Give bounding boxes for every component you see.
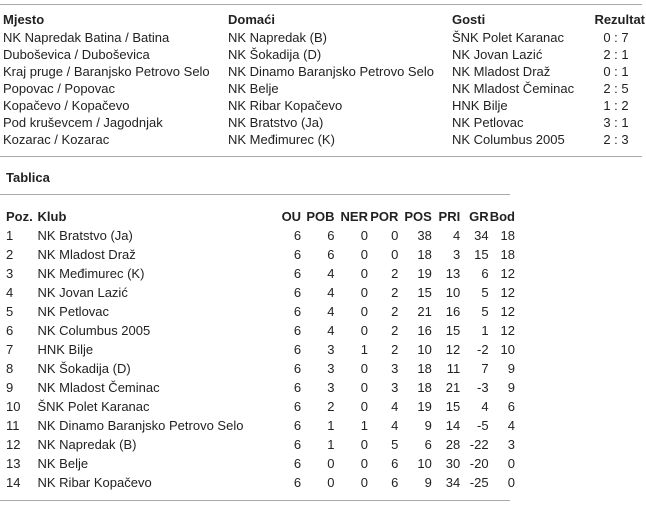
- club-name: NK Petlovac: [37, 304, 110, 319]
- club-name: NK Međimurec (K): [37, 266, 145, 281]
- points: 0: [507, 475, 515, 490]
- club-name: NK Mladost Čeminac: [37, 380, 160, 395]
- match-score: 2 : 5: [603, 81, 629, 96]
- col-header-por: POR: [370, 209, 399, 224]
- result-row: [0, 80, 646, 97]
- played: 6: [293, 342, 302, 357]
- club-name: ŠNK Polet Karanac: [37, 399, 150, 414]
- result-row: [0, 46, 646, 63]
- points: 4: [507, 418, 515, 433]
- away-team: NK Jovan Lazić: [452, 47, 543, 62]
- wins: 0: [327, 475, 335, 490]
- goal-difference: 7: [481, 361, 489, 376]
- goal-difference: 1: [481, 323, 489, 338]
- col-header-bod: Bod: [489, 209, 515, 224]
- goal-difference: -5: [477, 418, 489, 433]
- points: 12: [500, 304, 515, 319]
- goals-for: 9: [424, 475, 432, 490]
- goals-for: 21: [417, 304, 432, 319]
- losses: 2: [391, 342, 399, 357]
- col-header-pri: PRI: [438, 209, 461, 224]
- goal-difference: -3: [477, 380, 489, 395]
- points: 9: [507, 380, 515, 395]
- position: 13: [6, 456, 21, 471]
- away-team: HNK Bilje: [452, 98, 508, 113]
- played: 6: [293, 456, 302, 471]
- played: 6: [293, 285, 302, 300]
- played: 6: [293, 323, 302, 338]
- col-header-result: Rezultat: [594, 12, 645, 27]
- losses: 6: [391, 475, 399, 490]
- goals-against: 16: [445, 304, 461, 319]
- goals-for: 16: [417, 323, 432, 338]
- standings-row: [0, 283, 515, 302]
- draws: 0: [360, 361, 368, 376]
- played: 6: [293, 304, 302, 319]
- losses: 4: [391, 399, 399, 414]
- position: 4: [6, 285, 14, 300]
- col-header-pob: POB: [306, 209, 335, 224]
- club-name: NK Mladost Draž: [37, 247, 136, 262]
- result-row: [0, 131, 646, 148]
- draws: 0: [360, 228, 368, 243]
- standings-row: [0, 340, 515, 359]
- match-score: 2 : 1: [603, 47, 629, 62]
- wins: 3: [327, 380, 335, 395]
- position: 1: [6, 228, 14, 243]
- col-header-gr: GR: [469, 209, 489, 224]
- goal-difference: 5: [481, 285, 489, 300]
- draws: 0: [360, 285, 368, 300]
- position: 2: [6, 247, 14, 262]
- goals-for: 10: [417, 342, 432, 357]
- goals-for: 15: [417, 285, 432, 300]
- standings-row: [0, 416, 515, 435]
- points: 0: [507, 456, 515, 471]
- col-header-pos: Poz.: [6, 209, 33, 224]
- wins: 4: [327, 304, 335, 319]
- col-header-away: Gosti: [452, 12, 486, 27]
- goals-against: 10: [445, 285, 461, 300]
- points: 3: [507, 437, 515, 452]
- wins: 4: [327, 323, 335, 338]
- points: 9: [507, 361, 515, 376]
- points: 18: [500, 247, 515, 262]
- played: 6: [293, 399, 302, 414]
- wins: 1: [327, 437, 335, 452]
- played: 6: [293, 361, 302, 376]
- goals-against: 14: [445, 418, 461, 433]
- club-name: HNK Bilje: [37, 342, 94, 357]
- col-header-ner: NER: [340, 209, 368, 224]
- standings-row: [0, 321, 515, 340]
- standings-row: [0, 226, 515, 245]
- draws: 0: [360, 456, 368, 471]
- match-venue: Kopačevo / Kopačevo: [3, 98, 130, 113]
- results-section: [0, 4, 645, 157]
- draws: 0: [360, 475, 368, 490]
- club-name: NK Belje: [37, 456, 89, 471]
- position: 11: [6, 418, 20, 433]
- wins: 0: [327, 456, 335, 471]
- standings-row: [0, 454, 515, 473]
- standings-row: [0, 435, 515, 454]
- goals-against: 12: [445, 342, 461, 357]
- home-team: NK Napredak (B): [228, 30, 327, 45]
- away-team: NK Petlovac: [452, 115, 524, 130]
- match-venue: Popovac / Popovac: [3, 81, 116, 96]
- wins: 3: [327, 342, 335, 357]
- points: 12: [500, 285, 515, 300]
- losses: 3: [391, 380, 399, 395]
- losses: 2: [391, 323, 399, 338]
- played: 6: [293, 475, 302, 490]
- away-team: NK Mladost Čeminac: [452, 81, 575, 96]
- club-name: NK Napredak (B): [37, 437, 137, 452]
- goals-for: 19: [417, 399, 432, 414]
- wins: 2: [327, 399, 335, 414]
- goals-for: 18: [417, 380, 432, 395]
- home-team: NK Bratstvo (Ja): [228, 115, 324, 130]
- played: 6: [293, 247, 302, 262]
- goals-against: 21: [445, 380, 461, 395]
- club-name: NK Bratstvo (Ja): [37, 228, 133, 243]
- away-team: NK Columbus 2005: [452, 132, 565, 147]
- result-row: [0, 29, 646, 46]
- goal-difference: -25: [469, 475, 489, 490]
- standings-row: [0, 397, 515, 416]
- col-header-venue: Mjesto: [3, 12, 45, 27]
- goals-for: 9: [424, 418, 432, 433]
- losses: 2: [391, 304, 399, 319]
- draws: 0: [360, 380, 368, 395]
- standings-table: [0, 207, 515, 492]
- position: 5: [6, 304, 14, 319]
- club-name: NK Ribar Kopačevo: [37, 475, 152, 490]
- goal-difference: 34: [474, 228, 489, 243]
- standings-row: [0, 359, 515, 378]
- match-score: 0 : 7: [603, 30, 629, 45]
- played: 6: [293, 266, 302, 281]
- match-venue: Duboševica / Duboševica: [3, 47, 150, 62]
- draws: 1: [360, 418, 368, 433]
- wins: 4: [327, 266, 335, 281]
- points: 6: [507, 399, 515, 414]
- away-team: ŠNK Polet Karanac: [452, 30, 565, 45]
- col-header-pos-goals: POS: [404, 209, 432, 224]
- standings-divider: [0, 500, 510, 501]
- standings-header-row: [0, 207, 515, 226]
- goal-difference: 5: [481, 304, 489, 319]
- losses: 0: [391, 247, 399, 262]
- losses: 4: [391, 418, 399, 433]
- losses: 2: [391, 285, 399, 300]
- match-score: 1 : 2: [603, 98, 629, 113]
- goal-difference: -2: [477, 342, 489, 357]
- home-team: NK Dinamo Baranjsko Petrovo Selo: [228, 64, 434, 79]
- losses: 5: [391, 437, 399, 452]
- draws: 0: [360, 247, 368, 262]
- goals-for: 18: [417, 247, 432, 262]
- goals-for: 19: [417, 266, 432, 281]
- match-score: 0 : 1: [603, 64, 629, 79]
- draws: 1: [360, 342, 368, 357]
- points: 10: [500, 342, 515, 357]
- goals-against: 3: [452, 247, 461, 262]
- losses: 6: [391, 456, 399, 471]
- losses: 3: [391, 361, 399, 376]
- position: 3: [6, 266, 14, 281]
- club-name: NK Columbus 2005: [37, 323, 151, 338]
- goals-for: 6: [424, 437, 432, 452]
- points: 18: [500, 228, 515, 243]
- wins: 3: [327, 361, 335, 376]
- col-header-ou: OU: [281, 209, 302, 224]
- draws: 0: [360, 323, 368, 338]
- results-table: [0, 5, 646, 148]
- home-team: NK Belje: [228, 81, 279, 96]
- wins: 6: [327, 228, 335, 243]
- goals-for: 18: [417, 361, 432, 376]
- wins: 1: [327, 418, 335, 433]
- away-team: NK Mladost Draž: [452, 64, 551, 79]
- home-team: NK Ribar Kopačevo: [228, 98, 343, 113]
- match-venue: Kraj pruge / Baranjsko Petrovo Selo: [3, 64, 210, 79]
- match-venue: NK Napredak Batina / Batina: [3, 30, 170, 45]
- results-header-row: [0, 5, 646, 29]
- standings-row: [0, 378, 515, 397]
- result-row: [0, 114, 646, 131]
- draws: 0: [360, 399, 368, 414]
- col-header-home: Domaći: [228, 12, 275, 27]
- goals-for: 10: [417, 456, 432, 471]
- goals-against: 11: [446, 361, 461, 376]
- match-score: 2 : 3: [603, 132, 629, 147]
- club-name: NK Jovan Lazić: [37, 285, 128, 300]
- club-name: NK Šokadija (D): [37, 361, 131, 376]
- result-row: [0, 63, 646, 80]
- goal-difference: -22: [469, 437, 489, 452]
- played: 6: [293, 437, 302, 452]
- goal-difference: 15: [474, 247, 489, 262]
- draws: 0: [360, 304, 368, 319]
- position: 9: [6, 380, 14, 395]
- position: 14: [6, 475, 21, 490]
- standings-title: Tablica: [6, 170, 50, 185]
- result-row: [0, 97, 646, 114]
- club-name: NK Dinamo Baranjsko Petrovo Selo: [37, 418, 244, 433]
- position: 7: [6, 342, 14, 357]
- position: 8: [6, 361, 14, 376]
- losses: 0: [391, 228, 399, 243]
- home-team: NK Međimurec (K): [228, 132, 335, 147]
- position: 10: [6, 399, 21, 414]
- standings-row: [0, 302, 515, 321]
- home-team: NK Šokadija (D): [228, 47, 322, 62]
- position: 6: [6, 323, 14, 338]
- wins: 6: [327, 247, 335, 262]
- wins: 4: [327, 285, 335, 300]
- results-divider: [0, 148, 642, 157]
- goals-against: 34: [445, 475, 461, 490]
- standings-section: [0, 194, 515, 492]
- draws: 0: [360, 437, 368, 452]
- match-venue: Pod kruševcem / Jagodnjak: [3, 115, 163, 130]
- played: 6: [293, 228, 302, 243]
- goal-difference: 4: [481, 399, 489, 414]
- goals-against: 15: [445, 399, 461, 414]
- standings-row: [0, 264, 515, 283]
- goals-against: 30: [445, 456, 461, 471]
- goals-against: 28: [445, 437, 461, 452]
- played: 6: [293, 380, 302, 395]
- goals-for: 38: [417, 228, 432, 243]
- col-header-club: Klub: [37, 209, 67, 224]
- goals-against: 4: [452, 228, 461, 243]
- played: 6: [293, 418, 302, 433]
- points: 12: [500, 266, 515, 281]
- draws: 0: [360, 266, 368, 281]
- goals-against: 15: [445, 323, 461, 338]
- standings-row: [0, 473, 515, 492]
- goal-difference: 6: [481, 266, 489, 281]
- losses: 2: [391, 266, 399, 281]
- position: 12: [6, 437, 21, 452]
- match-score: 3 : 1: [603, 115, 629, 130]
- points: 12: [500, 323, 515, 338]
- match-venue: Kozarac / Kozarac: [3, 132, 110, 147]
- goals-against: 13: [445, 266, 461, 281]
- standings-row: [0, 245, 515, 264]
- goal-difference: -20: [469, 456, 489, 471]
